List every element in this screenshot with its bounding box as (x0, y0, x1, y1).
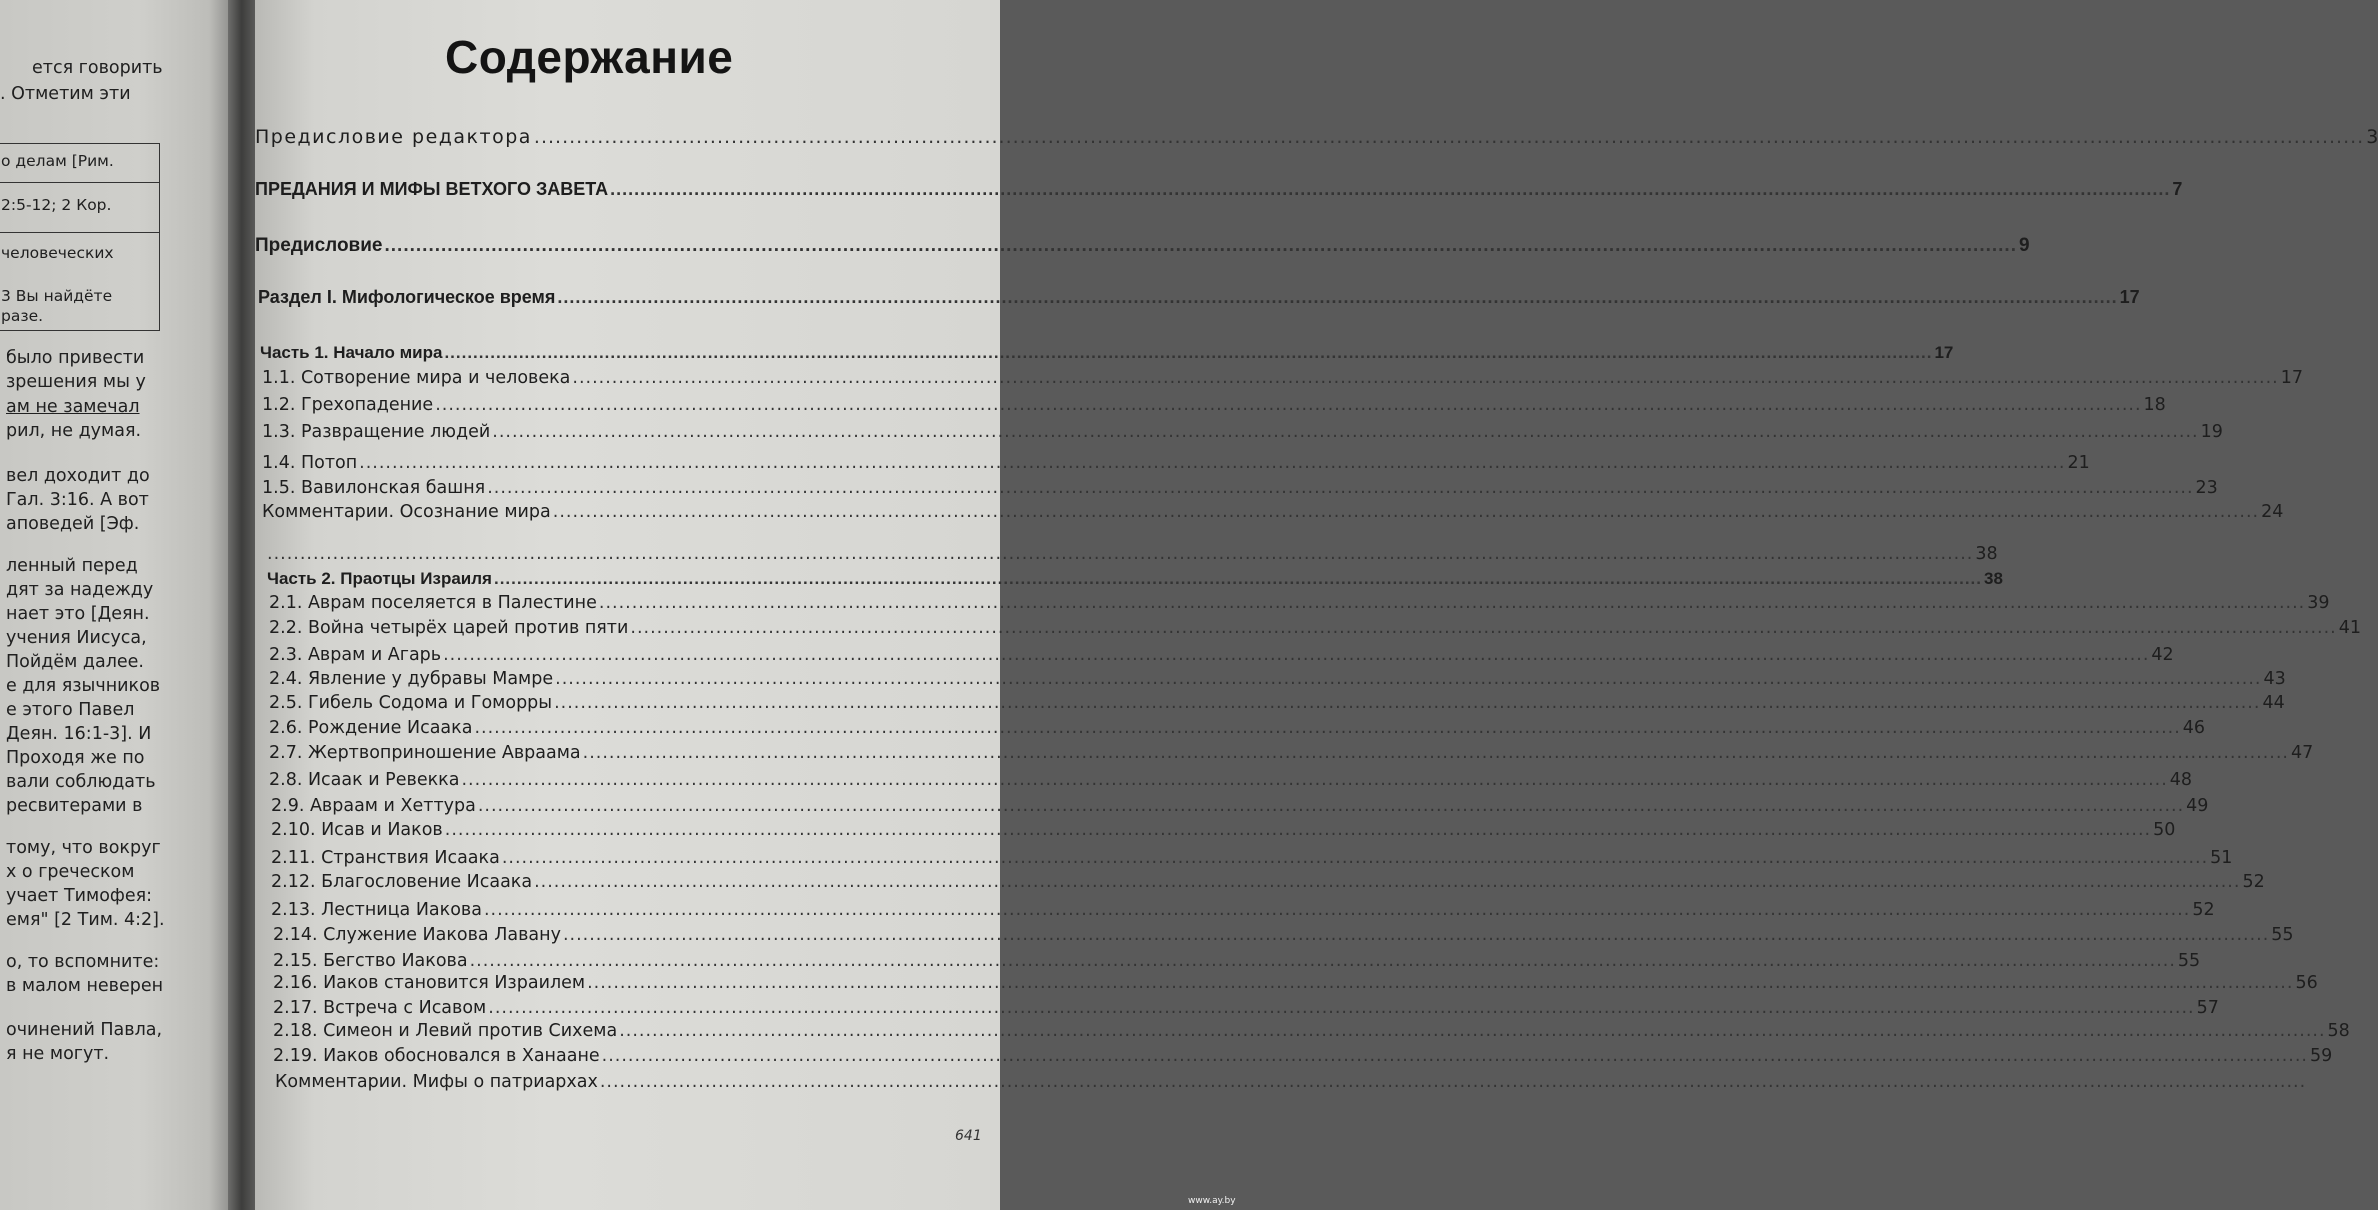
toc-entry (273, 1021, 2350, 1041)
toc-leader-dots: .................................................................................................................................................................................................................................................................... (599, 1072, 2307, 1092)
toc-entry-page: 49 (2186, 796, 2209, 816)
toc-entry-title: 2.17. Встреча с Исавом (273, 998, 487, 1018)
toc-entry-page: 24 (2261, 502, 2284, 522)
toc-entry-page: 50 (2153, 820, 2176, 840)
left-page-line: я не могут. (6, 1044, 110, 1064)
toc-entry (273, 1046, 2333, 1066)
left-page-line: вали соблюдать (6, 772, 156, 792)
toc-entry-title: 2.18. Симеон и Левий против Сихема (273, 1021, 618, 1041)
table-cell: 3 Вы найдёте (1, 287, 113, 305)
toc-leader-dots: .................................................................................................................................................................................................................................................................... (444, 343, 1933, 362)
toc-entry-page: 47 (2291, 743, 2314, 763)
toc-leader-dots: .................................................................................................................................................................................................................................................................... (610, 179, 2171, 199)
toc-leader-dots: .................................................................................................................................................................................................................................................................... (444, 820, 2152, 840)
left-page-line: дят за надежду (6, 580, 154, 600)
left-page-line: . Отметим эти (0, 84, 131, 104)
toc-entry-page: 18 (2143, 395, 2166, 415)
toc-entry-page: 58 (2327, 1021, 2350, 1041)
toc-entry-page: 46 (2182, 718, 2206, 738)
toc-entry (273, 951, 2201, 971)
toc-entry-title: Предисловие (255, 235, 383, 256)
toc-leader-dots: .................................................................................................................................................................................................................................................................... (477, 796, 2185, 816)
table-divider (0, 232, 159, 233)
toc-entry-page: 19 (2200, 422, 2223, 442)
toc-entry-page: 52 (2242, 872, 2265, 892)
left-page-line: х о греческом (6, 862, 135, 882)
toc-entry (255, 126, 2378, 148)
left-page-line: ется говорить (32, 58, 163, 78)
toc-leader-dots: .................................................................................................................................................................................................................................................................... (493, 569, 1982, 588)
left-page-line: рил, не думая. (6, 421, 142, 441)
toc-entry-page: 51 (2210, 848, 2233, 868)
left-page-line: о, то вспомните: (6, 952, 160, 972)
toc-entry (271, 872, 2265, 892)
toc-entry-title: 1.4. Потоп (262, 453, 358, 473)
toc-entry (269, 718, 2206, 738)
toc-entry-page: 21 (2067, 453, 2090, 473)
toc-entry (255, 235, 2030, 257)
toc-entry-title: Часть 1. Начало мира (260, 343, 443, 362)
toc-entry-page: 9 (2019, 235, 2030, 256)
left-page-line: в малом неверен (6, 976, 164, 996)
toc-entry (269, 693, 2285, 713)
toc-entry-page: 38 (1984, 569, 2003, 588)
toc-entry-page: 42 (2151, 645, 2174, 665)
toc-leader-dots: .................................................................................................................................................................................................................................................................... (601, 1046, 2308, 1066)
toc-leader-dots: .................................................................................................................................................................................................................................................................... (562, 925, 2270, 945)
toc-entry (269, 669, 2286, 689)
toc-entry-title: Комментарии. Осознание мира (262, 502, 551, 522)
toc-leader-dots: .................................................................................................................................................................................................................................................................... (443, 645, 2150, 665)
table-divider (0, 182, 159, 183)
toc-entry-title: 2.10. Исав и Иаков (271, 820, 443, 840)
toc-entry-page: 56 (2295, 973, 2318, 993)
toc-leader-dots: .................................................................................................................................................................................................................................................................... (474, 718, 2181, 738)
toc-entry-title: 2.4. Явление у дубравы Мамре (269, 669, 554, 689)
toc-entry-title: Часть 2. Праотцы Израиля (267, 569, 492, 588)
left-page-line: очинений Павла, (6, 1020, 163, 1040)
toc-entry (262, 453, 2090, 473)
left-page-line: Деян. 16:1-3]. И (6, 724, 152, 744)
toc-leader-dots: .................................................................................................................................................................................................................................................................... (501, 848, 2209, 868)
toc-entry (262, 368, 2304, 388)
toc-leader-dots: .................................................................................................................................................................................................................................................................... (488, 998, 2195, 1018)
toc-entry-title: Раздел I. Мифологическое время (258, 287, 556, 307)
toc-entry (269, 618, 2361, 638)
toc-leader-dots: .................................................................................................................................................................................................................................................................... (552, 502, 2260, 522)
left-page-line: аповедей [Эф. (6, 514, 140, 534)
toc-entry-title: 1.1. Сотворение мира и человека (262, 368, 571, 388)
left-page-table (0, 143, 160, 331)
toc-leader-dots: .................................................................................................................................................................................................................................................................... (533, 126, 2365, 148)
toc-entry (262, 395, 2166, 415)
left-page (0, 0, 232, 1210)
left-page-line: было привести (6, 348, 145, 368)
watermark: www.ay.by (1188, 1196, 1236, 1206)
toc-entry-page: 55 (2177, 951, 2201, 971)
left-page-line: ресвитерами в (6, 796, 143, 816)
toc-leader-dots: .................................................................................................................................................................................................................................................................... (384, 235, 2017, 256)
toc-entry-title: 2.14. Служение Иакова Лавану (273, 925, 561, 945)
toc-entry (269, 770, 2193, 790)
toc-entry-title: 1.2. Грехопадение (262, 395, 434, 415)
table-cell: 2:5-12; 2 Кор. (1, 196, 112, 214)
left-page-line: е этого Павел (6, 700, 135, 720)
toc-entry-page: 59 (2309, 1046, 2333, 1066)
toc-entry-page: 52 (2192, 900, 2215, 920)
toc-entry-page: 48 (2169, 770, 2193, 790)
left-page-line: учения Иисуса, (6, 628, 147, 648)
left-page-line: Проходя же по (6, 748, 145, 768)
toc-entry-title: 2.11. Странствия Исаака (271, 848, 500, 868)
left-page-line: е для язычников (6, 676, 161, 696)
toc-entry (262, 478, 2218, 498)
toc-leader-dots: .................................................................................................................................................................................................................................................................... (461, 770, 2168, 790)
toc-entry-page: 38 (1975, 544, 1998, 564)
toc-entry-title: 2.6. Рождение Исаака (269, 718, 473, 738)
toc-entry-page: 55 (2271, 925, 2294, 945)
toc-entry (271, 820, 2176, 840)
table-cell: человеческих (1, 244, 114, 262)
toc-entry-title: ПРЕДАНИЯ И МИФЫ ВЕТХОГО ЗАВЕТА (255, 179, 609, 199)
toc-entry-title: 2.9. Авраам и Хеттура (271, 796, 476, 816)
toc-entry-page: 17 (2119, 287, 2140, 307)
toc-entry (262, 422, 2223, 442)
toc-entry-page: 57 (2196, 998, 2219, 1018)
toc-entry-title: 1.5. Вавилонская башня (262, 478, 486, 498)
toc-entry-page: 44 (2262, 693, 2285, 713)
toc-entry (258, 287, 2140, 308)
toc-leader-dots: .................................................................................................................................................................................................................................................................... (487, 478, 2194, 498)
toc-entry-title: 2.12. Благословение Исаака (271, 872, 533, 892)
toc-entry-page: 3 (2366, 126, 2378, 148)
toc-leader-dots: .................................................................................................................................................................................................................................................................... (572, 368, 2279, 388)
toc-entry-title: 1.3. Развращение людей (262, 422, 491, 442)
toc-entry-title: 2.7. Жертвоприношение Авраама (269, 743, 581, 763)
table-cell: о делам [Рим. (1, 152, 114, 170)
toc-entry-title: 2.3. Аврам и Агарь (269, 645, 442, 665)
toc-leader-dots: .................................................................................................................................................................................................................................................................... (483, 900, 2191, 920)
page-title: Содержание (445, 31, 734, 83)
left-page-line: учает Тимофея: (6, 886, 153, 906)
toc-entry (269, 645, 2174, 665)
toc-entry (271, 900, 2215, 920)
toc-leader-dots: .................................................................................................................................................................................................................................................................... (492, 422, 2199, 442)
toc-entry-title: 2.5. Гибель Содома и Гоморры (269, 693, 553, 713)
toc-entry (262, 502, 2284, 522)
left-page-line: Пойдём далее. (6, 652, 144, 672)
toc-entry-page: 43 (2263, 669, 2286, 689)
toc-entry (271, 848, 2233, 868)
toc-entry (260, 343, 1954, 363)
toc-entry (271, 796, 2209, 816)
toc-leader-dots: .................................................................................................................................................................................................................................................................... (630, 618, 2337, 638)
toc-entry (275, 1072, 2307, 1092)
toc-leader-dots: .................................................................................................................................................................................................................................................................... (469, 951, 2176, 971)
toc-entry-page: 17 (2280, 368, 2304, 388)
toc-entry-title: 2.1. Аврам поселяется в Палестине (269, 593, 597, 613)
toc-entry-title: 2.8. Исаак и Ревекка (269, 770, 460, 790)
toc-entry-page: 17 (1934, 343, 1954, 362)
toc-leader-dots: .................................................................................................................................................................................................................................................................... (598, 593, 2306, 613)
toc-leader-dots: .................................................................................................................................................................................................................................................................... (554, 693, 2261, 713)
toc-entry-title: Предисловие редактора (255, 126, 532, 148)
left-page-line: тому, что вокруг (6, 838, 161, 858)
toc-leader-dots: .................................................................................................................................................................................................................................................................... (359, 453, 2066, 473)
toc-entry-title: 2.13. Лестница Иакова (271, 900, 482, 920)
toc-entry (269, 593, 2330, 613)
toc-entry-page: 41 (2338, 618, 2361, 638)
left-page-line: Гал. 3:16. А вот (6, 490, 149, 510)
toc-entry (265, 544, 1998, 564)
toc-entry (269, 743, 2314, 763)
left-page-line: ленный перед (6, 556, 138, 576)
page-number: 641 (955, 1128, 982, 1144)
toc-entry (273, 925, 2294, 945)
toc-entry-page: 7 (2172, 179, 2183, 199)
toc-leader-dots: .................................................................................................................................................................................................................................................................... (587, 973, 2294, 993)
toc-entry-title: Комментарии. Мифы о патриархах (275, 1072, 598, 1092)
table-cell: разе. (1, 307, 44, 325)
toc-leader-dots: .................................................................................................................................................................................................................................................................... (557, 287, 2118, 307)
left-page-line: емя" [2 Тим. 4:2]. (6, 910, 165, 930)
left-page-line: нает это [Деян. (6, 604, 150, 624)
toc-leader-dots: .................................................................................................................................................................................................................................................................... (582, 743, 2289, 763)
toc-entry (255, 179, 2183, 200)
toc-entry-page: 39 (2307, 593, 2330, 613)
toc-entry-title: 2.16. Иаков становится Израилем (273, 973, 586, 993)
left-page-line: ам не замечал (6, 397, 140, 417)
toc-leader-dots: .................................................................................................................................................................................................................................................................... (435, 395, 2142, 415)
toc-entry-page: 23 (2195, 478, 2218, 498)
toc-entry-title: 2.2. Война четырёх царей против пяти (269, 618, 629, 638)
toc-entry (273, 998, 2219, 1018)
toc-leader-dots: .................................................................................................................................................................................................................................................................... (555, 669, 2262, 689)
toc-entry (267, 569, 2003, 589)
toc-leader-dots: .................................................................................................................................................................................................................................................................... (619, 1021, 2326, 1041)
left-page-line: вел доходит до (6, 466, 150, 486)
toc-entry-title: 2.19. Иаков обосновался в Ханаане (273, 1046, 600, 1066)
left-page-line: зрешения мы у (6, 372, 146, 392)
right-page (255, 0, 2378, 1210)
toc-entry-title: 2.15. Бегство Иакова (273, 951, 468, 971)
toc-leader-dots: .................................................................................................................................................................................................................................................................... (267, 544, 1974, 564)
toc-leader-dots: .................................................................................................................................................................................................................................................................... (534, 872, 2241, 892)
toc-entry (273, 973, 2318, 993)
